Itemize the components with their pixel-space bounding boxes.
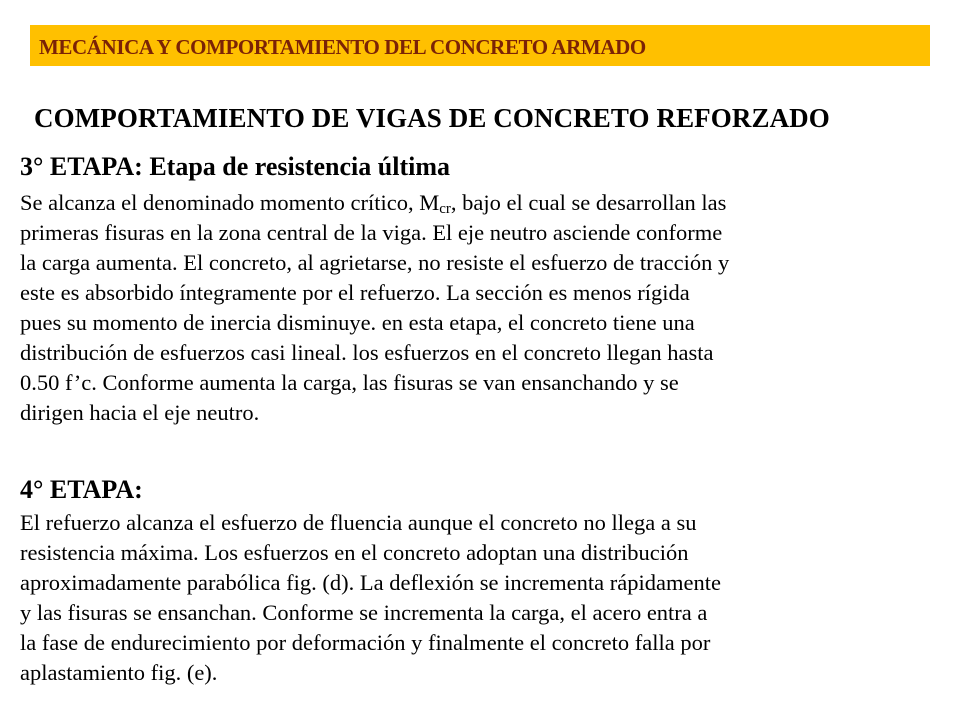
text-line: y las fisuras se ensanchan. Conforme se incrementa la carga, el acero entra a <box>20 600 708 625</box>
text-line: distribución de esfuerzos casi lineal. los esfuerzos en el concreto llegan hasta <box>20 340 714 365</box>
text-line: la fase de endurecimiento por deformación y finalmente el concreto falla por <box>20 630 711 655</box>
text-line: primeras fisuras en la zona central de la viga. El eje neutro asciende conforme <box>20 220 723 245</box>
text-line: aplastamiento fig. (e). <box>20 660 218 685</box>
text-line: la carga aumenta. El concreto, al agrietarse, no resiste el esfuerzo de tracción y <box>20 250 730 275</box>
stage-3-paragraph <box>20 188 955 428</box>
stage-3-heading: 3° ETAPA: Etapa de resistencia última <box>20 152 450 181</box>
stage-4-paragraph <box>20 508 955 688</box>
text-line: resistencia máxima. Los esfuerzos en el concreto adoptan una distribución <box>20 540 689 565</box>
stage-4-heading: 4° ETAPA: <box>20 475 143 504</box>
text-line: este es absorbido íntegramente por el refuerzo. La sección es menos rígida <box>20 280 690 305</box>
text-segment: , bajo el cual se desarrollan las <box>450 190 727 215</box>
course-banner <box>30 25 930 66</box>
course-banner-text: MECÁNICA Y COMPORTAMIENTO DEL CONCRETO ARMADO <box>39 35 646 59</box>
text-line: pues su momento de inercia disminuye. en esta etapa, el concreto tiene una <box>20 310 695 335</box>
text-line: aproximadamente parabólica fig. (d). La deflexión se incrementa rápidamente <box>20 570 721 595</box>
text-segment: Se alcanza el denominado momento crítico, M <box>20 190 440 215</box>
text-line: El refuerzo alcanza el esfuerzo de fluencia aunque el concreto no llega a su <box>20 510 697 535</box>
subscript-cr: cr <box>439 201 451 217</box>
text-line: dirigen hacia el eje neutro. <box>20 400 260 425</box>
text-line <box>20 188 955 218</box>
text-line: 0.50 f’c. Conforme aumenta la carga, las fisuras se van ensanchando y se <box>20 370 679 395</box>
page-title: COMPORTAMIENTO DE VIGAS DE CONCRETO REFORZADO <box>34 103 830 133</box>
